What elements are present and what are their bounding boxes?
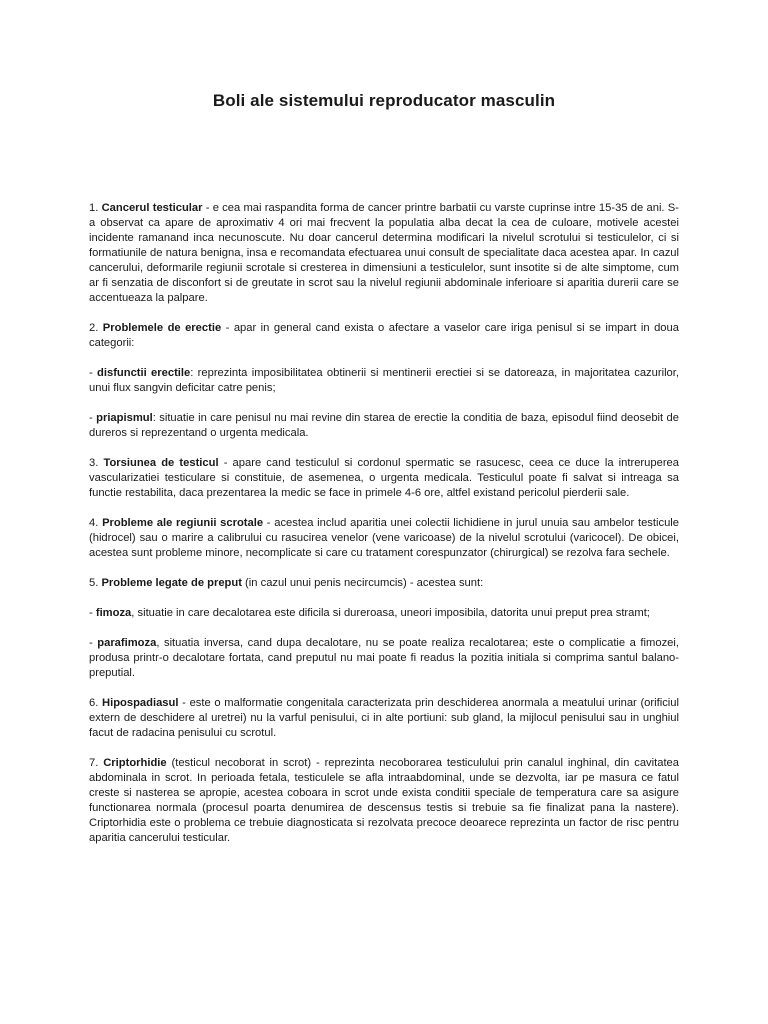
paragraph-term: Problemele de erectie	[102, 322, 222, 334]
paragraph-prefix: 5.	[89, 577, 102, 589]
paragraph-term: Cancerul testicular	[101, 202, 203, 214]
paragraph-prefix: 1.	[89, 202, 102, 214]
paragraph-term: Hipospadiasul	[102, 697, 179, 709]
paragraph-prefix: 4.	[89, 517, 103, 529]
paragraph-probleme-erectie	[89, 321, 679, 351]
paragraph-prefix: 2.	[89, 322, 103, 334]
paragraph-cancer-testicular	[89, 201, 679, 306]
paragraph-regiunii-scrotale	[89, 516, 679, 561]
paragraph-term: disfunctii erectile	[97, 367, 191, 379]
paragraph-parafimoza	[89, 636, 679, 681]
paragraph-term: fimoza	[95, 607, 132, 619]
paragraph-priapismul	[89, 411, 679, 441]
paragraph-prefix: 3.	[89, 457, 104, 469]
paragraph-hipospadiasul	[89, 696, 679, 741]
paragraph-term: parafimoza	[97, 637, 157, 649]
paragraph-text: - acestea includ aparitia unei colectii lichidiene in jurul unuia sau ambelor testicule (hidrocel) sau o marire a calibrului cu rasucirea venelor (vene varicoase) de la nivelul scrotului (varicocel). De obicei, acestea sunt probleme minore, necomplicate si care cu tratament corespunzator (chirurgical) se rezolva fara sechele.	[89, 517, 679, 559]
paragraph-text: (in cazul unui penis necircumcis) - acestea sunt:	[241, 577, 484, 589]
paragraph-text: - este o malformatie congenitala caracterizata prin deschiderea anormala a meatului urinar (orificiul extern de deschidere al uretrei) nu la varful penisului, ci in alte portiuni: sub gland, la mijlocul penisului sau in unghiul facut de radacina penisului cu scrotul.	[89, 697, 679, 739]
paragraph-text: - apar in general cand exista o afectare a vaselor care iriga penisul si se impart in doua categorii:	[89, 322, 679, 349]
paragraph-prefix: -	[89, 637, 98, 649]
paragraph-prefix: 6.	[89, 697, 103, 709]
paragraph-text: : reprezinta imposibilitatea obtinerii si mentinerii erectiei si se datoreaza, in majoritatea cazurilor, unui flux sangvin deficitar catre penis;	[89, 367, 679, 394]
paragraph-term: Probleme ale regiunii scrotale	[102, 517, 264, 529]
paragraph-prefix: -	[89, 412, 97, 424]
paragraph-torsiunea-testicul	[89, 456, 679, 501]
document-title: Boli ale sistemului reproducator masculin	[212, 91, 556, 110]
paragraph-term: priapismul	[96, 412, 153, 424]
paragraph-term: Torsiunea de testicul	[103, 457, 219, 469]
paragraph-prefix: -	[89, 367, 98, 379]
paragraph-fimoza	[89, 606, 679, 621]
paragraph-text: (testicul necoborat in scrot) - reprezinta necoborarea testiculului prin canalul inghinal, din cavitatea abdominala in scrot. In perioada fetala, testiculele se afla intraabdominal, unde se dezvolta, iar pe masura ce fatul creste si nasterea se apropie, acestea coboara in scrot unde exista conditii speciale de temperatura care sa asigure functionarea normala (procesul poarta denumirea de descensus testis si trebuie sa fie finalizat pana la nastere). Criptorhidia este o problema ce trebuie diagnosticata si rezolvata precoce deoarece reprezinta un factor de risc pentru aparitia cancerului testicular.	[89, 757, 679, 844]
paragraph-text: : situatie in care penisul nu mai revine din starea de erectie la conditia de baza, episodul fiind deosebit de dureros si reprezentand o urgenta medicala.	[89, 412, 679, 439]
paragraph-term: Criptorhidie	[103, 757, 167, 769]
paragraph-text: , situatia inversa, cand dupa decalotare, nu se poate realiza recalotarea; este o complicatie a fimozei, produsa printr-o decalotare fortata, cand preputul nu mai poate fi readus la pozitia initiala si comprima santul balano-preputial.	[89, 637, 679, 679]
paragraph-preput	[89, 576, 679, 591]
paragraph-term: Probleme legate de preput	[101, 577, 242, 589]
paragraph-text: - e cea mai raspandita forma de cancer printre barbatii cu varste cuprinse intre 15-35 de ani. S-a observat ca apare de aproximativ 4 ori mai frecvent la populatia alba decat la cea de culoare, motivele acestei incidente ramanand inca necunoscute. Nu doar cancerul determina modificari la nivelul scrotului si testiculelor, ci si formatiunile de natura benigna, insa e recomandata efectuarea unui consult de specialitate daca acestea apar. In cazul cancerului, deformarile regiunii scrotale si cresterea in dimensiuni a testiculelor, sunt insotite si de alte simptome, cum ar fi senzatia de disconfort si de greutate in scrot sau la nivelul regiunii abdominale inferioare si aparitia durerii care se accentueaza la palpare.	[89, 202, 679, 304]
paragraph-text: , situatie in care decalotarea este dificila si dureroasa, uneori imposibila, datorita unui preput prea stramt;	[131, 607, 650, 619]
document-body	[89, 201, 679, 861]
paragraph-text: - apare cand testiculul si cordonul spermatic se rasucesc, ceea ce duce la intreruperea vascularizatiei testiculare si constituie, de asemenea, o urgenta medicala. Testiculul poate fi salvat si intreaga sa functie restabilita, daca prezentarea la medic se face in primele 4-6 ore, altfel existand pericolul pierderii sale.	[89, 457, 679, 499]
paragraph-disfunctii-erectile	[89, 366, 679, 396]
paragraph-criptorhidie	[89, 756, 679, 846]
paragraph-prefix: -	[89, 607, 96, 619]
paragraph-prefix: 7.	[89, 757, 104, 769]
